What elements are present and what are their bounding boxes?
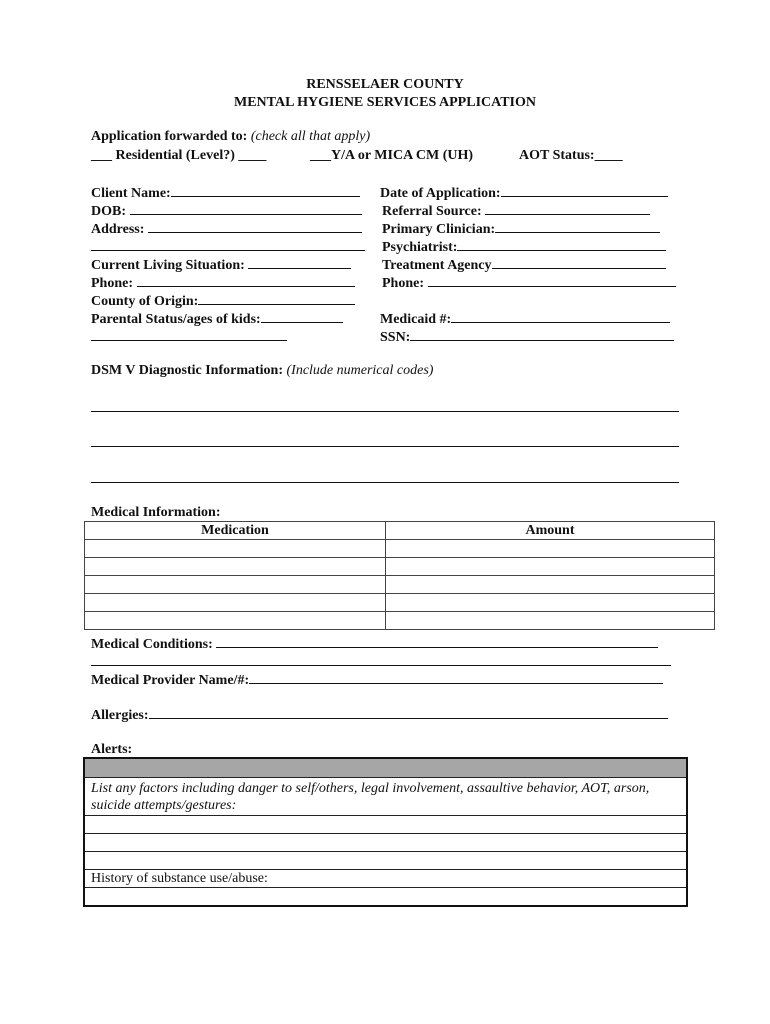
medication-cell[interactable]: [85, 558, 386, 576]
medication-cell[interactable]: [85, 540, 386, 558]
substance-row: [84, 870, 687, 888]
treatment-agency-line[interactable]: [492, 255, 666, 269]
amount-cell[interactable]: [386, 594, 715, 612]
medication-table-header: [85, 522, 715, 540]
county-of-origin-field[interactable]: [91, 291, 355, 310]
county-of-origin-label: County of Origin:: [91, 294, 199, 309]
table-row: [84, 816, 687, 834]
parental-status-line-2[interactable]: [91, 327, 287, 346]
medication-cell[interactable]: [85, 594, 386, 612]
medical-information-label: Medical Information:: [91, 505, 221, 520]
primary-clinician-field[interactable]: [382, 219, 660, 238]
address-line[interactable]: [148, 219, 362, 233]
medication-table: [84, 521, 715, 630]
living-situation-line[interactable]: [248, 255, 351, 269]
medical-conditions-field[interactable]: [91, 634, 658, 653]
aot-status-field[interactable]: AOT Status:____: [519, 148, 623, 163]
address-label: Address:: [91, 222, 145, 237]
psychiatrist-label: Psychiatrist:: [382, 240, 458, 255]
ssn-field[interactable]: [380, 327, 674, 346]
psychiatrist-line[interactable]: [457, 237, 666, 251]
dsm-line-2[interactable]: [91, 446, 679, 447]
alerts-blank-cell[interactable]: [84, 816, 687, 834]
medical-conditions-line[interactable]: [216, 634, 658, 648]
allergies-line[interactable]: [149, 705, 668, 719]
client-name-line[interactable]: [171, 183, 360, 197]
form-title-application: MENTAL HYGIENE SERVICES APPLICATION: [234, 95, 536, 110]
forwarded-to-hint: (check all that apply): [250, 129, 371, 144]
date-of-application-label: Date of Application:: [380, 186, 501, 201]
client-name-field[interactable]: [91, 183, 360, 202]
medicaid-field[interactable]: [380, 309, 670, 328]
living-situation-field[interactable]: [91, 255, 351, 274]
dsm-line-3[interactable]: [91, 482, 679, 483]
alerts-blank-cell[interactable]: [84, 852, 687, 870]
referral-source-field[interactable]: [382, 201, 650, 220]
table-row: [84, 852, 687, 870]
psychiatrist-field[interactable]: [382, 237, 666, 256]
table-row: [85, 576, 715, 594]
table-row: [85, 558, 715, 576]
residential-option[interactable]: ___ Residential (Level?) ____: [91, 148, 267, 163]
forwarded-to-label: Application forwarded to:: [91, 129, 248, 144]
ssn-label: SSN:: [380, 330, 411, 345]
address-field[interactable]: [91, 219, 362, 238]
dob-field[interactable]: [91, 201, 362, 220]
amount-cell[interactable]: [386, 540, 715, 558]
dob-label: DOB:: [91, 204, 126, 219]
dsm-line-1[interactable]: [91, 411, 679, 412]
dsm-row: [91, 362, 433, 379]
alerts-factors-cell[interactable]: [84, 778, 687, 816]
medical-conditions-label: Medical Conditions:: [91, 637, 213, 652]
ssn-line[interactable]: [410, 327, 674, 341]
dsm-hint: (Include numerical codes): [286, 363, 434, 378]
table-row: [84, 834, 687, 852]
substance-history-cell[interactable]: [84, 870, 687, 888]
alerts-header-bar: [84, 758, 687, 778]
forwarded-to-row: [91, 128, 370, 145]
parental-status-label: Parental Status/ages of kids:: [91, 312, 261, 327]
conditions-continuation-line[interactable]: [91, 652, 671, 666]
primary-clinician-label: Primary Clinician:: [382, 222, 496, 237]
date-of-application-line[interactable]: [501, 183, 668, 197]
medication-cell[interactable]: [85, 612, 386, 630]
form-title-county: RENSSELAER COUNTY: [306, 77, 464, 92]
parental-status-line[interactable]: [261, 309, 343, 323]
dsm-label: DSM V Diagnostic Information:: [91, 363, 283, 378]
primary-clinician-line[interactable]: [495, 219, 660, 233]
county-of-origin-line[interactable]: [198, 291, 355, 305]
table-row: [85, 540, 715, 558]
medical-conditions-line-2[interactable]: [91, 652, 671, 671]
medical-provider-field[interactable]: [91, 670, 663, 689]
amount-column-header: Amount: [386, 522, 715, 540]
alerts-blank-cell[interactable]: [84, 888, 687, 907]
address-line-2[interactable]: [91, 237, 365, 256]
ya-mica-option[interactable]: ___Y/A or MICA CM (UH): [310, 148, 474, 163]
substance-history-label: History of substance use/abuse:: [91, 871, 268, 886]
table-row: [85, 612, 715, 630]
treatment-agency-field[interactable]: [382, 255, 666, 274]
medicaid-line[interactable]: [451, 309, 670, 323]
client-phone-line[interactable]: [137, 273, 355, 287]
client-phone-field[interactable]: [91, 273, 355, 292]
agency-phone-field[interactable]: [382, 273, 676, 292]
alerts-table: [83, 757, 688, 907]
living-situation-label: Current Living Situation:: [91, 258, 245, 273]
alerts-factors-row: [84, 778, 687, 816]
agency-phone-line[interactable]: [428, 273, 676, 287]
referral-source-line[interactable]: [485, 201, 650, 215]
allergies-field[interactable]: [91, 705, 668, 724]
medication-cell[interactable]: [85, 576, 386, 594]
medication-column-header: Medication: [85, 522, 386, 540]
treatment-agency-label: Treatment Agency: [382, 258, 492, 273]
client-phone-label: Phone:: [91, 276, 133, 291]
alerts-blank-cell[interactable]: [84, 834, 687, 852]
agency-phone-label: Phone:: [382, 276, 424, 291]
medicaid-label: Medicaid #:: [380, 312, 452, 327]
amount-cell[interactable]: [386, 576, 715, 594]
dob-line[interactable]: [130, 201, 362, 215]
amount-cell[interactable]: [386, 558, 715, 576]
client-name-label: Client Name:: [91, 186, 171, 201]
table-row: [85, 594, 715, 612]
alerts-header-row: [84, 758, 687, 778]
alerts-label: Alerts:: [91, 742, 133, 757]
address-continuation-line[interactable]: [91, 237, 365, 251]
allergies-label: Allergies:: [91, 708, 149, 723]
table-row: [84, 888, 687, 907]
referral-source-label: Referral Source:: [382, 204, 482, 219]
amount-cell[interactable]: [386, 612, 715, 630]
parental-status-field[interactable]: [91, 309, 343, 328]
parental-continuation-line[interactable]: [91, 327, 287, 341]
medical-provider-label: Medical Provider Name/#:: [91, 673, 250, 688]
medical-provider-line[interactable]: [249, 670, 663, 684]
date-of-application-field[interactable]: [380, 183, 668, 202]
alerts-factors-text: List any factors including danger to self/others, legal involvement, assaultive behavior, AOT, arson, suicide attempts/gestures:: [91, 781, 650, 813]
